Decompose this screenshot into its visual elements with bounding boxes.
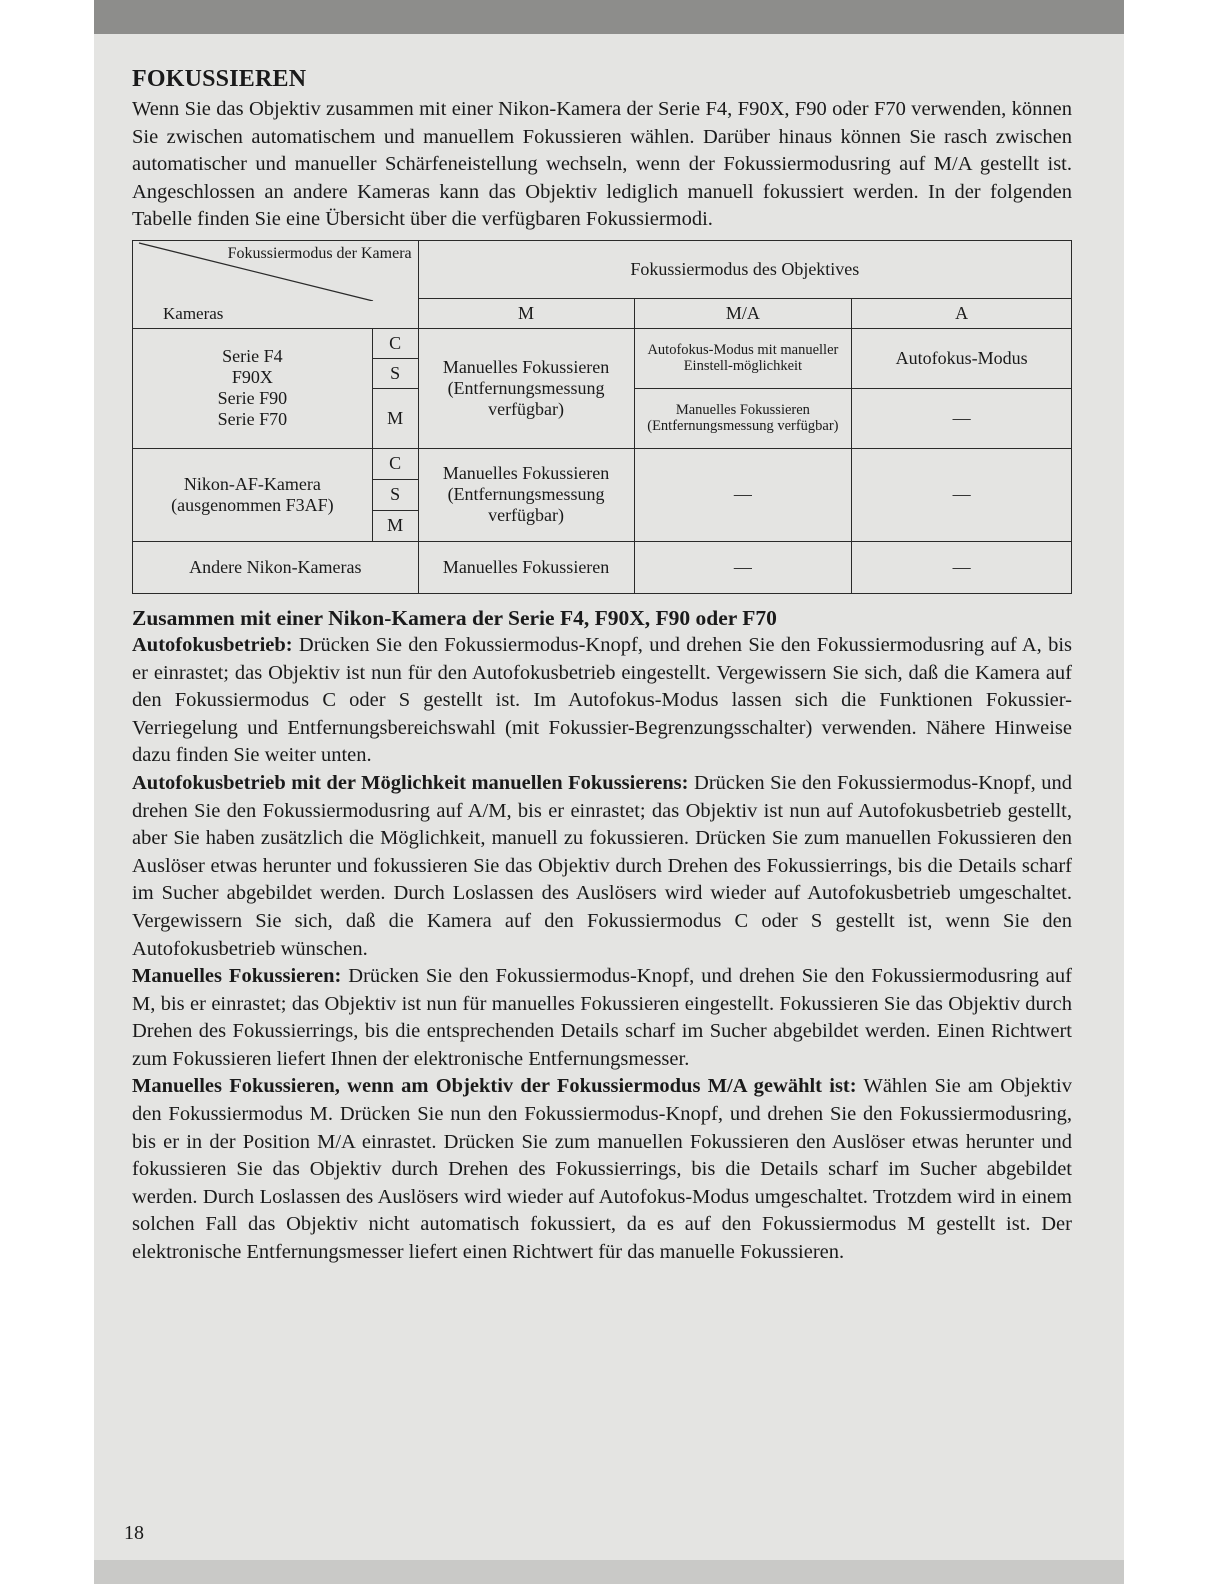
paragraph-label: Autofokusbetrieb: bbox=[132, 633, 293, 656]
paragraph-label: Manuelles Fokussieren: bbox=[132, 965, 342, 988]
paragraph-label: Manuelles Fokussieren, wenn am Objektiv der Fokussiermodus M/A gewählt ist: bbox=[132, 1075, 857, 1098]
mode-cell: M bbox=[372, 510, 418, 541]
mode-cell: S bbox=[372, 479, 418, 510]
paragraph-manual bbox=[132, 963, 1072, 1073]
paragraph-text: Drücken Sie den Fokussiermodus-Knopf, und drehen Sie den Fokussiermodusring auf M, bis er einrastet; das Objektiv ist nun für manuelles Fokussieren eingestellt. Fokussieren Sie das Objektiv durch Drehen des Fokussierrings, bis die entsprechenden Details scharf im Sucher abgebildet werden. Einen Richtwert zum Fokussieren liefert Ihnen der elektronische Entfernungsmesser. bbox=[132, 965, 1072, 1070]
col-header-m: M bbox=[418, 298, 634, 328]
paragraph-text: Wählen Sie am Objektiv den Fokussiermodus M. Drücken Sie nun den Fokussiermodus-Knopf, und drehen Sie den Fokussiermodusring, bis er in der Position M/A einrastet. Drücken Sie zum manuellen Fokussieren den Auslöser etwas herunter und fokussieren Sie das Objektiv durch Drehen des Fokussierrings, bis die Details scharf im Sucher abgebildet werden. Durch Loslassen des Auslösers wird wieder auf Autofokus-Modus umgeschaltet. Trotzdem wird in einem solchen Fall das Objektiv nicht automatisch fokussiert, da es auf den Fokussiermodus M gestellt ist. Der elektronische Entfernungsmesser liefert einen Richtwert für das manuelle Fokussieren. bbox=[132, 1075, 1072, 1264]
row1-m-cell: Manuelles Fokussieren (Entfernungsmessung verfügbar) bbox=[418, 328, 634, 448]
row1-cameras bbox=[133, 328, 373, 448]
page-heading: FOKUSSIEREN bbox=[132, 66, 307, 92]
focus-mode-table bbox=[132, 240, 1072, 594]
paragraph-text: Drücken Sie den Fokussiermodus-Knopf, und drehen Sie den Fokussiermodusring auf A, bis er einrastet; das Objektiv ist nun für den Autofokusbetrieb eingestellt. Vergewissern Sie sich, daß die Kamera auf den Fokussiermodus C oder S gestellt ist. Im Autofokus-Modus lassen sich die Funktionen Fokussier-Verriegelung und Entfernungsbereichswahl (mit Fokussier-Begrenzungsschalter) verwenden. Nähere Hinweise dazu finden Sie weiter unten. bbox=[132, 633, 1072, 767]
paragraph-autofocus bbox=[132, 632, 1072, 770]
paragraph-text: Drücken Sie den Fokussiermodus-Knopf, und drehen Sie den Fokussiermodusring auf A/M, bis er einrastet; das Objektiv ist nun auf Autofokusbetrieb gestellt, aber Sie haben zusätzlich die Möglichkeit, manuell zu fokussieren. Drücken Sie zum manuellen Fokussieren den Auslöser etwas herunter und fokussieren Sie das Objektiv durch Drehen des Fokussierrings, bis die Details scharf im Sucher abgebildet werden. Durch Loslassen des Auslösers wird wieder auf Autofokusbetrieb umgeschaltet. Vergewissern Sie sich, daß die Kamera auf den Fokussiermodus C oder S gestellt ist, wenn Sie den Autofokusbetrieb wünschen. bbox=[132, 771, 1072, 960]
mode-cell: M bbox=[372, 388, 418, 448]
mode-cell: S bbox=[372, 358, 418, 388]
page-content bbox=[132, 62, 1072, 1267]
page-number: 18 bbox=[124, 1522, 144, 1544]
camera-name: Nikon-AF-Kamera bbox=[183, 473, 321, 494]
row3-ma-cell: — bbox=[634, 541, 852, 593]
mode-cell: C bbox=[372, 448, 418, 479]
mode-cell: C bbox=[372, 328, 418, 358]
camera-name: (ausgenommen F3AF) bbox=[171, 494, 334, 515]
table-corner-cell bbox=[133, 240, 419, 328]
col-header-ma: M/A bbox=[634, 298, 852, 328]
scan-top-border bbox=[94, 0, 1124, 34]
camera-name: Serie F4 bbox=[222, 346, 283, 367]
camera-name: Serie F90 bbox=[217, 388, 288, 409]
row3-m-cell: Manuelles Fokussieren bbox=[418, 541, 634, 593]
row2-cameras bbox=[133, 448, 373, 541]
row2-m-cell: Manuelles Fokussieren (Entfernungsmessung verfügbar) bbox=[418, 448, 634, 541]
lens-mode-header: Fokussiermodus des Objektives bbox=[418, 240, 1071, 298]
row3-a-cell: — bbox=[852, 541, 1072, 593]
row1-a-cs-cell: Autofokus-Modus bbox=[852, 328, 1072, 388]
camera-name: Serie F70 bbox=[217, 409, 288, 430]
row2-a-cell: — bbox=[852, 448, 1072, 541]
row1-ma-cs-cell: Autofokus-Modus mit manueller Einstell-möglichkeit bbox=[634, 328, 852, 388]
paragraph-manual-ma bbox=[132, 1073, 1072, 1266]
row1-a-m-cell: — bbox=[852, 388, 1072, 448]
row2-ma-cell: — bbox=[634, 448, 852, 541]
row1-ma-m-cell: Manuelles Fokussieren (Entfernungsmessung verfügbar) bbox=[634, 388, 852, 448]
camera-mode-label: Fokussiermodus der Kamera bbox=[227, 244, 412, 262]
section-subheading: Zusammen mit einer Nikon-Kamera der Serie F4, F90X, F90 oder F70 bbox=[132, 605, 777, 630]
cameras-label: Kameras bbox=[163, 303, 224, 323]
intro-paragraph: Wenn Sie das Objektiv zusammen mit einer Nikon-Kamera der Serie F4, F90X, F90 oder F70 verwenden, können Sie zwischen automatischem und manuellem Fokussieren wählen. Darüber hinaus können Sie rasch zwischen automatischer und manueller Schärfeneistellung wechseln, wenn der Fokussiermodusring auf M/A gestellt ist. Angeschlossen an andere Kameras kann das Objektiv lediglich manuell fokussiert werden. In der folgenden Tabelle finden Sie eine Übersicht über die verfügbaren Fokussiermodi. bbox=[132, 98, 1072, 231]
paragraph-autofocus-manual bbox=[132, 770, 1072, 963]
col-header-a: A bbox=[852, 298, 1072, 328]
camera-name: F90X bbox=[231, 367, 273, 388]
scan-bottom-border bbox=[94, 1560, 1124, 1584]
paragraph-label: Autofokusbetrieb mit der Möglichkeit manuellen Fokussierens: bbox=[132, 771, 689, 794]
row3-cameras: Andere Nikon-Kameras bbox=[133, 541, 419, 593]
